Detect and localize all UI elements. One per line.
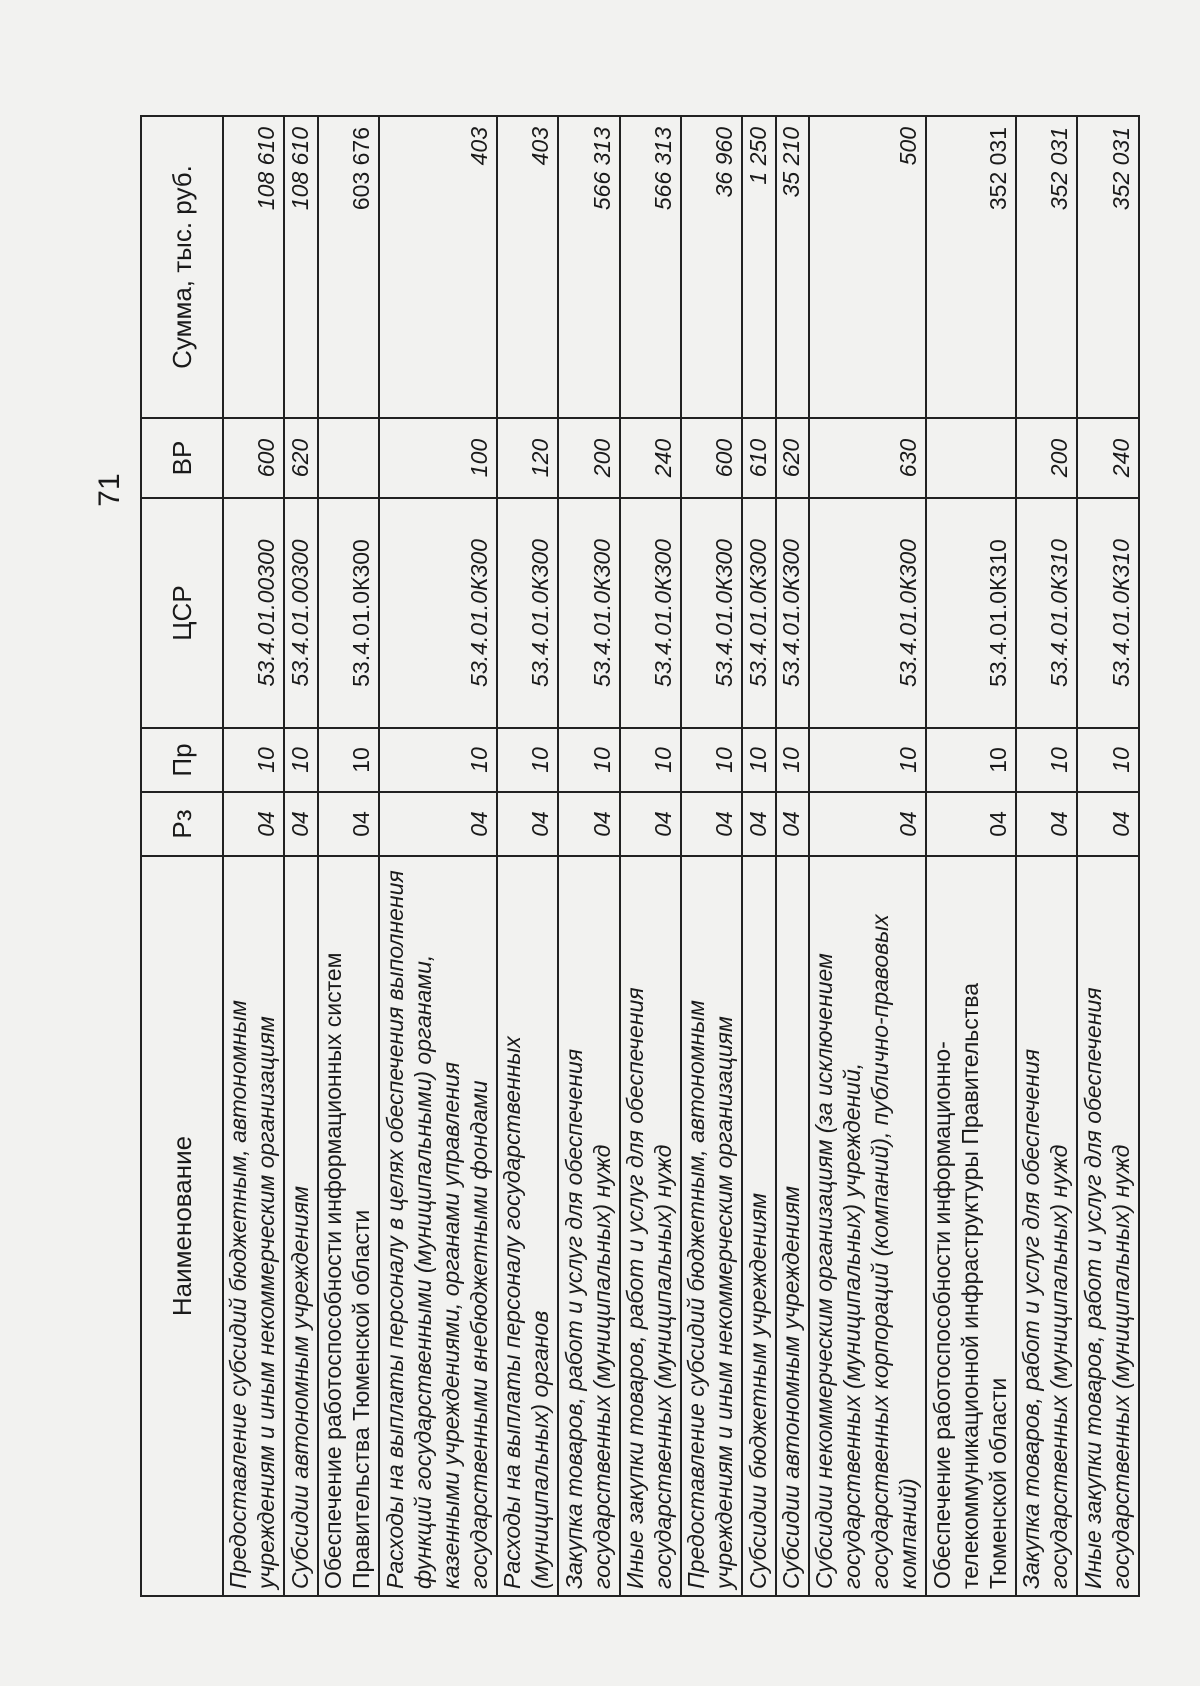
cell-csr: 53.4.01.00300 [223, 498, 284, 728]
cell-sum: 403 [497, 116, 558, 418]
cell-csr: 53.4.01.0К300 [742, 498, 775, 728]
cell-name: Субсидии автономным учреждениям [776, 856, 809, 1596]
cell-rz: 04 [318, 792, 379, 856]
budget-table [140, 115, 1140, 1597]
cell-vr: 620 [776, 418, 809, 498]
cell-pr: 10 [497, 728, 558, 792]
cell-csr: 53.4.01.0К300 [379, 498, 497, 728]
cell-pr: 10 [620, 728, 681, 792]
cell-rz: 04 [620, 792, 681, 856]
table-row [681, 116, 742, 1596]
table-row [776, 116, 809, 1596]
page-number: 71 [93, 473, 126, 507]
cell-vr: 610 [742, 418, 775, 498]
table-row [558, 116, 619, 1596]
cell-name: Иные закупки товаров, работ и услуг для обеспечения государственных (муниципальных) нужд [620, 856, 681, 1596]
table-row [284, 116, 317, 1596]
cell-csr: 53.4.01.0К300 [497, 498, 558, 728]
cell-name: Субсидии автономным учреждениям [284, 856, 317, 1596]
cell-rz: 04 [1077, 792, 1139, 856]
cell-vr: 620 [284, 418, 317, 498]
cell-name: Субсидии бюджетным учреждениям [742, 856, 775, 1596]
cell-rz: 04 [284, 792, 317, 856]
cell-vr: 120 [497, 418, 558, 498]
cell-sum: 566 313 [620, 116, 681, 418]
cell-name: Обеспечение работоспособности информационно-телекоммуникационной инфраструктуры Правительства Тюменской области [926, 856, 1016, 1596]
cell-vr [318, 418, 379, 498]
cell-pr: 10 [284, 728, 317, 792]
cell-pr: 10 [1016, 728, 1077, 792]
table-row [497, 116, 558, 1596]
header-pr: Пр [141, 728, 223, 792]
cell-pr: 10 [1077, 728, 1139, 792]
cell-vr: 200 [558, 418, 619, 498]
cell-name: Расходы на выплаты персоналу в целях обеспечения выполнения функций государственными (муниципальными) органами, казенными учреждениями, органами управления государственными внебюджетными фондами [379, 856, 497, 1596]
cell-sum: 36 960 [681, 116, 742, 418]
header-name: Наименование [141, 856, 223, 1596]
cell-pr: 10 [926, 728, 1016, 792]
cell-vr: 200 [1016, 418, 1077, 498]
cell-vr: 600 [223, 418, 284, 498]
cell-csr: 53.4.01.00300 [284, 498, 317, 728]
cell-csr: 53.4.01.0К310 [1077, 498, 1139, 728]
table-row [318, 116, 379, 1596]
cell-rz: 04 [1016, 792, 1077, 856]
cell-sum: 108 610 [223, 116, 284, 418]
cell-csr: 53.4.01.0К300 [681, 498, 742, 728]
cell-vr: 630 [809, 418, 927, 498]
cell-pr: 10 [742, 728, 775, 792]
cell-vr: 240 [620, 418, 681, 498]
cell-vr [926, 418, 1016, 498]
table-row [223, 116, 284, 1596]
cell-rz: 04 [681, 792, 742, 856]
cell-csr: 53.4.01.0К310 [926, 498, 1016, 728]
cell-vr: 100 [379, 418, 497, 498]
table-row [809, 116, 927, 1596]
cell-name: Иные закупки товаров, работ и услуг для обеспечения государственных (муниципальных) нужд [1077, 856, 1139, 1596]
cell-sum: 352 031 [1016, 116, 1077, 418]
header-rz: Рз [141, 792, 223, 856]
cell-sum: 352 031 [926, 116, 1016, 418]
cell-rz: 04 [497, 792, 558, 856]
cell-name: Предоставление субсидий бюджетным, автономным учреждениям и иным некоммерческим организациям [223, 856, 284, 1596]
cell-pr: 10 [223, 728, 284, 792]
cell-rz: 04 [223, 792, 284, 856]
cell-rz: 04 [776, 792, 809, 856]
cell-csr: 53.4.01.0К300 [620, 498, 681, 728]
cell-csr: 53.4.01.0К300 [318, 498, 379, 728]
cell-name: Субсидии некоммерческим организациям (за исключением государственных (муниципальных) учреждений, государственных корпораций (компаний), публично-правовых компаний) [809, 856, 927, 1596]
table-row [1077, 116, 1139, 1596]
table-row [620, 116, 681, 1596]
cell-pr: 10 [318, 728, 379, 792]
header-sum: Сумма, тыс. руб. [141, 116, 223, 418]
cell-name: Обеспечение работоспособности информационных систем Правительства Тюменской области [318, 856, 379, 1596]
table-row [1016, 116, 1077, 1596]
cell-name: Предоставление субсидий бюджетным, автономным учреждениям и иным некоммерческим организациям [681, 856, 742, 1596]
cell-rz: 04 [926, 792, 1016, 856]
cell-sum: 35 210 [776, 116, 809, 418]
cell-name: Закупка товаров, работ и услуг для обеспечения государственных (муниципальных) нужд [1016, 856, 1077, 1596]
cell-rz: 04 [379, 792, 497, 856]
cell-sum: 108 610 [284, 116, 317, 418]
cell-rz: 04 [809, 792, 927, 856]
table-row [379, 116, 497, 1596]
cell-sum: 500 [809, 116, 927, 418]
cell-sum: 1 250 [742, 116, 775, 418]
table-row [926, 116, 1016, 1596]
cell-sum: 403 [379, 116, 497, 418]
table-body [223, 116, 1139, 1596]
cell-name: Закупка товаров, работ и услуг для обеспечения государственных (муниципальных) нужд [558, 856, 619, 1596]
table-row [742, 116, 775, 1596]
budget-table-container [140, 117, 1140, 1597]
header-csr: ЦСР [141, 498, 223, 728]
cell-csr: 53.4.01.0К300 [558, 498, 619, 728]
cell-csr: 53.4.01.0К310 [1016, 498, 1077, 728]
cell-rz: 04 [558, 792, 619, 856]
cell-pr: 10 [379, 728, 497, 792]
cell-csr: 53.4.01.0К300 [776, 498, 809, 728]
cell-sum: 566 313 [558, 116, 619, 418]
cell-pr: 10 [558, 728, 619, 792]
cell-vr: 240 [1077, 418, 1139, 498]
table-header-row [141, 116, 223, 1596]
cell-pr: 10 [776, 728, 809, 792]
cell-sum: 352 031 [1077, 116, 1139, 418]
cell-pr: 10 [809, 728, 927, 792]
cell-vr: 600 [681, 418, 742, 498]
header-vr: ВР [141, 418, 223, 498]
cell-rz: 04 [742, 792, 775, 856]
cell-sum: 603 676 [318, 116, 379, 418]
cell-pr: 10 [681, 728, 742, 792]
cell-name: Расходы на выплаты персоналу государственных (муниципальных) органов [497, 856, 558, 1596]
cell-csr: 53.4.01.0К300 [809, 498, 927, 728]
